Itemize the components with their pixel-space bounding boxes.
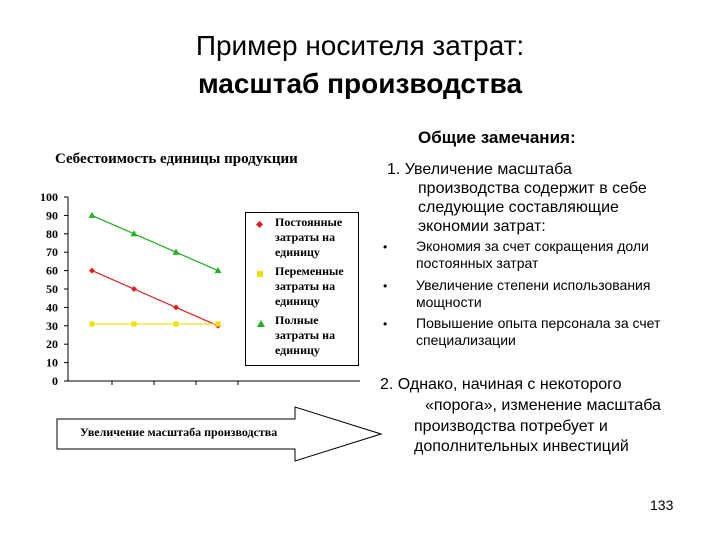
notes-heading: Общие замечания:: [418, 128, 576, 147]
data-point-1: [131, 286, 137, 292]
data-point-2: [132, 321, 137, 326]
note-point2-line2: «порога», изменение масштаба: [425, 397, 661, 414]
page-number: 133: [650, 497, 674, 513]
arrow-label: Увеличение масштаба производства: [80, 425, 278, 439]
y-tick-label: 40: [46, 300, 58, 315]
note-point2-line3: производства потребует и: [414, 418, 608, 435]
data-point-1: [89, 268, 95, 274]
series-line-3: [92, 215, 218, 270]
legend-label: затраты на: [275, 279, 336, 293]
note-point1-line4: экономии затрат:: [418, 218, 546, 235]
bullet-3-line1: Повышение опыта персонала за счет: [416, 315, 661, 331]
note-point1-line3: следующие составляющие: [418, 199, 619, 216]
y-tick-label: 20: [46, 337, 58, 352]
bullet-1-line2: постоянных затрат: [416, 255, 539, 271]
note-point2-line1: 2. Однако, начиная с некоторого: [380, 376, 622, 393]
legend-label: единицу: [275, 294, 320, 308]
bullet-dot: •: [383, 240, 388, 254]
bullet-2-line2: мощности: [416, 294, 482, 310]
legend-label: единицу: [275, 343, 320, 357]
y-tick-label: 0: [52, 374, 58, 388]
y-tick-label: 100: [40, 190, 58, 204]
y-tick-label: 80: [46, 226, 58, 241]
bullet-dot: •: [383, 279, 388, 293]
legend-label: затраты на: [275, 328, 336, 342]
chart-title: Себестоимость единицы продукции: [55, 151, 298, 167]
data-point-2: [90, 321, 95, 326]
legend-label: Полные: [275, 313, 319, 327]
y-tick-label: 10: [46, 355, 58, 370]
bullet-1-line1: Экономия за счет сокращения доли: [416, 238, 649, 254]
y-tick-label: 30: [46, 318, 58, 333]
y-tick-label: 50: [46, 282, 58, 296]
bullet-dot: •: [383, 317, 388, 331]
note-point1-line1: 1. Увеличение масштаба: [387, 161, 572, 178]
data-point-2: [216, 321, 221, 326]
y-tick-label: 70: [46, 245, 58, 260]
legend-marker-2: [257, 271, 263, 277]
slide-title-line1: Пример носителя затрат:: [195, 30, 525, 61]
legend-marker-3: [257, 320, 265, 327]
legend-label: единицу: [275, 245, 320, 259]
note-point2-line4: дополнительных инвестиций: [414, 438, 629, 455]
data-point-1: [173, 304, 179, 310]
y-tick-label: 90: [46, 208, 58, 223]
bullet-3-line2: специализации: [416, 332, 516, 348]
series-line-1: [92, 271, 218, 326]
y-tick-label: 60: [46, 263, 58, 278]
data-point-2: [174, 321, 179, 326]
legend-label: Переменные: [275, 264, 344, 278]
data-point-3: [89, 212, 96, 218]
legend-label: затраты на: [275, 230, 336, 244]
bullet-2-line1: Увеличение степени использования: [416, 277, 651, 293]
note-point1-line2: производства содержит в себе: [418, 180, 647, 197]
slide-title-line2: масштаб производства: [197, 68, 523, 99]
legend-label: Постоянные: [275, 215, 343, 229]
